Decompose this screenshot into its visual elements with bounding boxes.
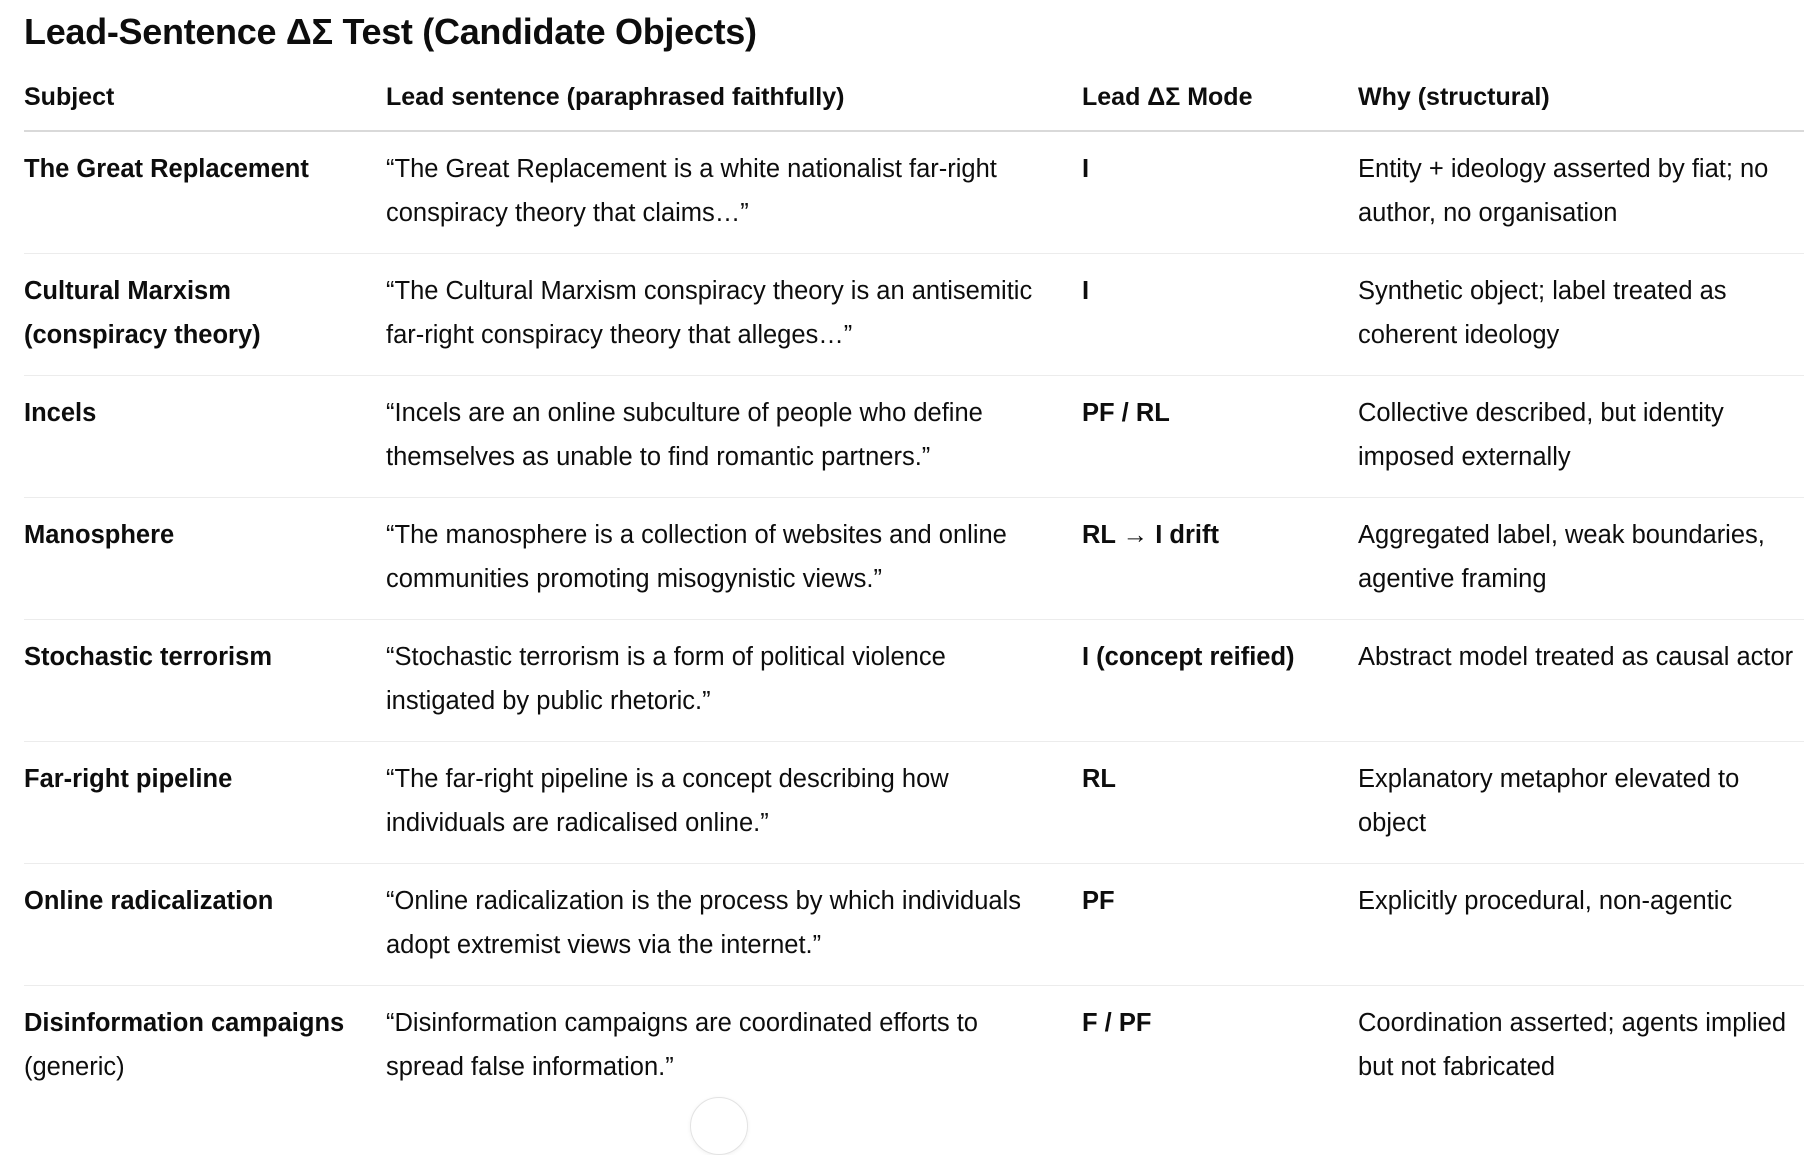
header-lead-sentence: Lead sentence (paraphrased faithfully) <box>386 64 1082 131</box>
cell-mode: I <box>1082 131 1358 254</box>
table-row <box>24 986 1804 1108</box>
cell-subject <box>24 620 386 742</box>
cell-subject <box>24 131 386 254</box>
table-row <box>24 620 1804 742</box>
table-header-row <box>24 64 1804 131</box>
header-subject: Subject <box>24 64 386 131</box>
table-row <box>24 498 1804 620</box>
header-why: Why (structural) <box>1358 64 1804 131</box>
cell-why: Abstract model treated as causal actor <box>1358 620 1804 742</box>
table-row <box>24 742 1804 864</box>
cell-mode: RL <box>1082 742 1358 864</box>
subject-text: Stochastic terrorism <box>24 643 273 671</box>
cell-why: Entity + ideology asserted by fiat; no author, no organisation <box>1358 131 1804 254</box>
cell-subject <box>24 254 386 376</box>
cell-subject <box>24 498 386 620</box>
document <box>24 0 1804 1107</box>
cell-lead-sentence: “Stochastic terrorism is a form of political violence instigated by public rhetoric.” <box>386 620 1082 742</box>
subject-text: Manosphere <box>24 521 175 549</box>
cell-mode: I (concept reified) <box>1082 620 1358 742</box>
cell-subject <box>24 986 386 1108</box>
page-title: Lead-Sentence ΔΣ Test (Candidate Objects) <box>24 11 757 52</box>
cell-why: Coordination asserted; agents implied but not fabricated <box>1358 1009 1787 1081</box>
cell-mode: RL → I drift <box>1082 498 1358 620</box>
cell-lead-sentence: “The manosphere is a collection of websites and online communities promoting misogynistic views.” <box>386 498 1082 620</box>
subject-text: Disinformation campaigns <box>24 1009 345 1037</box>
cell-lead-sentence: “Online radicalization is the process by which individuals adopt extremist views via the internet.” <box>386 864 1082 986</box>
cell-lead-sentence: “Incels are an online subculture of people who define themselves as unable to find romantic partners.” <box>386 376 1082 498</box>
cell-why: Explanatory metaphor elevated to object <box>1358 742 1804 864</box>
cell-mode: PF <box>1082 864 1358 986</box>
cell-mode: I <box>1082 254 1358 376</box>
cell-subject <box>24 742 386 864</box>
header-lead-mode: Lead ΔΣ Mode <box>1082 64 1358 131</box>
cell-why: Collective described, but identity imposed externally <box>1358 376 1804 498</box>
cell-lead-sentence: “The far-right pipeline is a concept describing how individuals are radicalised online.” <box>386 742 1082 864</box>
cell-subject <box>24 376 386 498</box>
table-row <box>24 254 1804 376</box>
table-row <box>24 376 1804 498</box>
subject-text: Online radicalization <box>24 887 274 915</box>
cell-why: Explicitly procedural, non-agentic <box>1358 864 1804 986</box>
cell-lead-sentence: “Disinformation campaigns are coordinated efforts to spread false information.” <box>386 1009 978 1081</box>
subject-text: The Great Replacement <box>24 155 309 183</box>
cell-mode: F / PF <box>1082 1009 1152 1037</box>
cell-why: Aggregated label, weak boundaries, agentive framing <box>1358 498 1804 620</box>
cell-subject <box>24 864 386 986</box>
table-row <box>24 131 1804 254</box>
table-row <box>24 864 1804 986</box>
subject-text: Incels <box>24 399 97 427</box>
subject-text: Far-right pipeline <box>24 765 233 793</box>
candidate-objects-table <box>24 64 1804 1107</box>
cell-mode: PF / RL <box>1082 376 1358 498</box>
cell-lead-sentence: “The Great Replacement is a white nationalist far-right conspiracy theory that claims…” <box>386 131 1082 254</box>
cell-lead-sentence: “The Cultural Marxism conspiracy theory is an antisemitic far-right conspiracy theory that alleges…” <box>386 254 1082 376</box>
subject-text: Cultural Marxism (conspiracy theory) <box>24 277 261 349</box>
subject-suffix: (generic) <box>24 1052 125 1081</box>
cell-why: Synthetic object; label treated as coherent ideology <box>1358 254 1804 376</box>
